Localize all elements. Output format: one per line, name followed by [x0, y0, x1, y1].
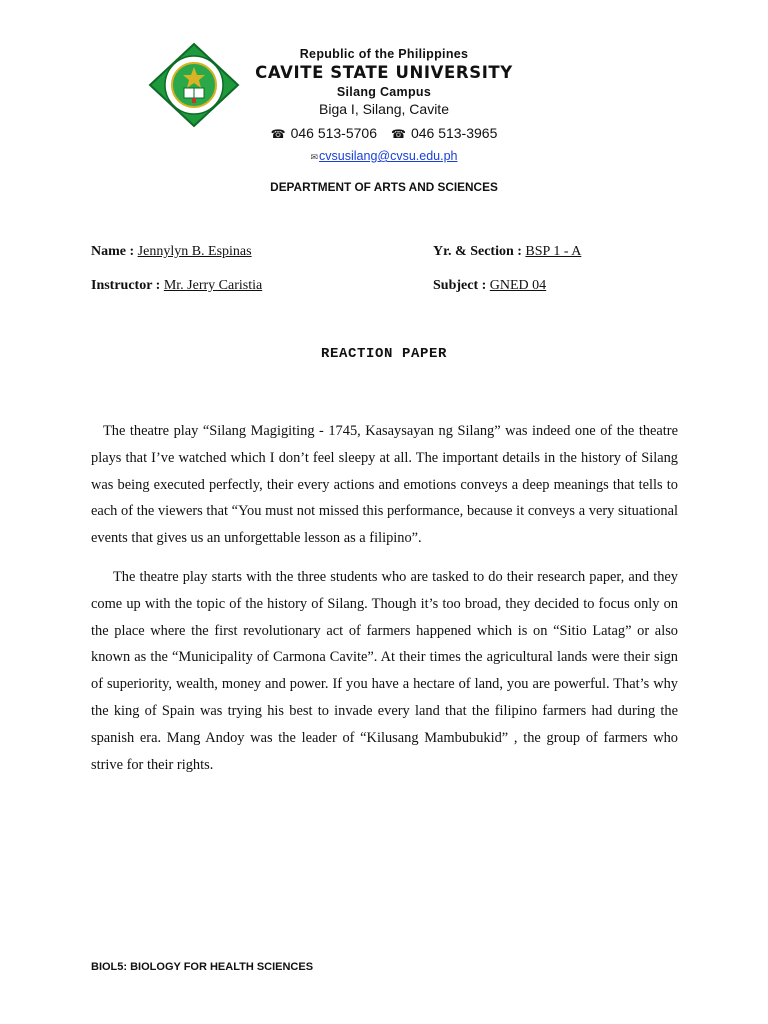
name-field	[91, 244, 252, 260]
email-link[interactable]: cvsusilang@cvsu.edu.ph	[319, 149, 458, 163]
instructor-field	[91, 278, 262, 294]
page-footer: BIOL5: BIOLOGY FOR HEALTH SCIENCES	[91, 961, 314, 973]
campus-name: Silang Campus	[336, 85, 432, 99]
paper-title: REACTION PAPER	[320, 346, 448, 362]
phone-number-2: 046 513-3965	[410, 125, 498, 141]
phone-icon: ☎	[270, 127, 286, 141]
subject-value: GNED 04	[489, 278, 547, 293]
campus-address: Biga I, Silang, Cavite	[319, 101, 449, 117]
body-paragraph-2: The theatre play starts with the three students who are tasked to do their research paper, and they come up with the topic of the history of Silang. Though it’s too broad, they decided to focus only on the place where the first revolutionary act of farmers happened which is on “Sitio Latag” or also known as the “Municipality of Carmona Cavite”. At their times the agricultural lands were their sign of superiority, wealth, money and power. If you have a hectare of land, you are powerful. That’s why the king of Spain was trying his best to invade every land that the filipino farmers had during the spanish era. Mang Andoy was the leader of “Kilusang Mambubukid” , the group of farmers who strive for their rights.	[91, 569, 678, 773]
section-value: BSP 1 - A	[525, 244, 582, 259]
phone-number-1: 046 513-5706	[290, 125, 377, 141]
envelope-icon: ✉	[310, 153, 319, 163]
phone-line	[140, 125, 628, 141]
instructor-value: Mr. Jerry Caristia	[163, 278, 263, 293]
instructor-label: Instructor :	[91, 278, 161, 293]
university-name: CAVITE STATE UNIVERSITY	[255, 63, 513, 82]
subject-label: Subject :	[433, 278, 487, 293]
section-label: Yr. & Section :	[433, 244, 522, 259]
name-label: Name :	[91, 244, 135, 259]
republic-label: Republic of the Philippines	[299, 47, 469, 61]
subject-field	[433, 278, 546, 294]
email-line	[140, 149, 628, 163]
department-heading: DEPARTMENT OF ARTS AND SCIENCES	[270, 180, 498, 194]
body-paragraph-1: The theatre play “Silang Magigiting - 1745, Kasaysayan ng Silang” was indeed one of the theatre plays that I’ve watched which I don’t feel sleepy at all. The important details in the history of Silang was being executed perfectly, their every actions and emotions conveys a deep meanings that tells to each of the viewers that “You must not missed this performance, because it conveys a very situational events that gives us an unforgettable lesson as a filipino”.	[91, 423, 678, 547]
phone-icon: ☎	[391, 127, 406, 141]
name-value: Jennylyn B. Espinas	[137, 244, 252, 259]
section-field	[433, 244, 581, 260]
